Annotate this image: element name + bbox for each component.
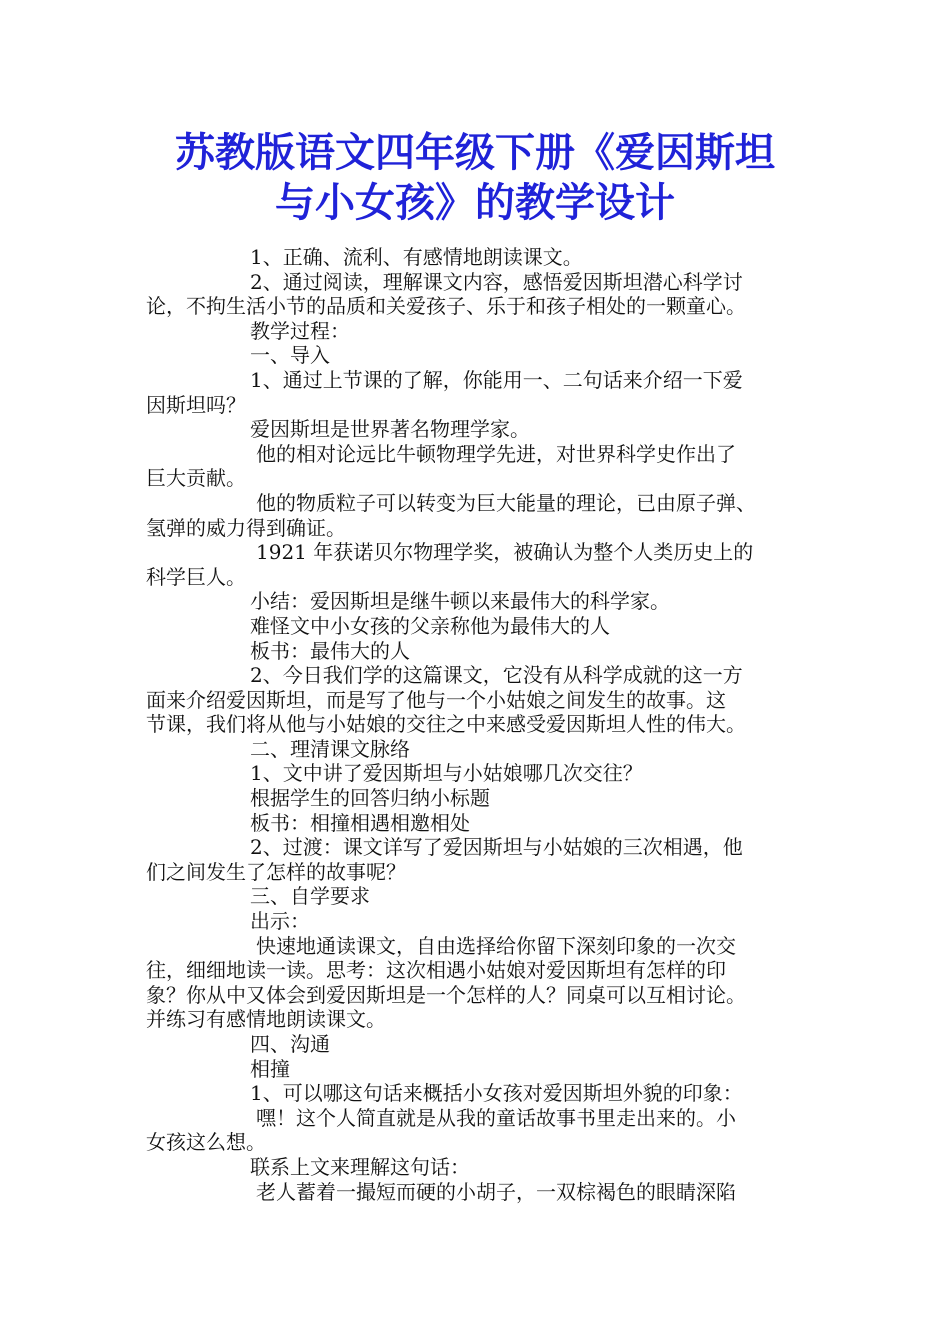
body-line: 1921 年获诺贝尔物理学奖，被确认为整个人类历史上的 — [256, 540, 754, 565]
body-line: 1、通过上节课的了解，你能用一、二句话来介绍一下爱 — [250, 367, 743, 392]
body-line: 爱因斯坦是世界著名物理学家。 — [250, 417, 530, 442]
document-title-line-1: 苏教版语文四年级下册《爱因斯坦 — [175, 129, 775, 176]
body-line: 1、正确、流利、有感情地朗读课文。 — [250, 245, 583, 269]
body-line: 2、今日我们学的这篇课文，它没有从科学成就的这一方 — [250, 663, 743, 688]
document-title-line-2: 与小女孩》的教学设计 — [275, 179, 675, 226]
body-line: 2、过渡：课文详写了爱因斯坦与小姑娘的三次相遇，他 — [250, 835, 743, 860]
body-line: 老人蓄着一撮短而硬的小胡子，一双棕褐色的眼睛深陷 — [256, 1179, 736, 1204]
body-line: 节课，我们将从他与小姑娘的交往之中来感受爱因斯坦人性的伟大。 — [146, 712, 746, 737]
body-line: 论，不拘生活小节的品质和关爱孩子、乐于和孩子相处的一颗童心。 — [146, 294, 746, 319]
body-line: 面来介绍爱因斯坦，而是写了他与一个小姑娘之间发生的故事。这 — [146, 687, 726, 712]
body-line: 1、可以哪这句话来概括小女孩对爱因斯坦外貌的印象： — [250, 1081, 743, 1106]
body-line: 根据学生的回答归纳小标题 — [250, 786, 490, 811]
body-line: 小结：爱因斯坦是继牛顿以来最伟大的科学家。 — [250, 589, 670, 614]
body-line: 三、自学要求 — [250, 884, 370, 909]
body-line: 嘿！这个人简直就是从我的童话故事书里走出来的。小 — [256, 1105, 736, 1130]
body-line: 他的物质粒子可以转变为巨大能量的理论，已由原子弹、 — [256, 490, 756, 515]
body-line: 科学巨人。 — [146, 564, 246, 589]
body-line: 女孩这么想。 — [146, 1130, 266, 1155]
body-line: 往，细细地读一读。思考：这次相遇小姑娘对爱因斯坦有怎样的印 — [146, 958, 726, 983]
body-line: 2、通过阅读，理解课文内容，感悟爱因斯坦潜心科学讨 — [250, 269, 743, 294]
body-line: 出示： — [250, 909, 310, 934]
body-line: 巨大贡献。 — [146, 466, 246, 491]
body-line: 氢弹的威力得到确证。 — [146, 515, 346, 540]
body-line: 并练习有感情地朗读课文。 — [146, 1007, 386, 1032]
body-line: 板书：相撞相遇相邀相处 — [250, 810, 470, 835]
body-line: 象？你从中又体会到爱因斯坦是一个怎样的人？同桌可以互相讨论。 — [146, 982, 746, 1007]
body-line: 教学过程： — [250, 318, 350, 343]
body-line: 他的相对论远比牛顿物理学先进，对世界科学史作出了 — [256, 441, 736, 466]
body-line: 相撞 — [250, 1056, 290, 1081]
body-line: 一、导入 — [250, 343, 330, 368]
body-line: 四、沟通 — [250, 1032, 330, 1056]
body-line: 们之间发生了怎样的故事呢？ — [146, 859, 406, 884]
document-body — [146, 245, 826, 1204]
body-line: 板书：最伟大的人 — [250, 638, 410, 663]
body-line: 1、文中讲了爱因斯坦与小姑娘哪几次交往？ — [250, 761, 643, 786]
body-line: 联系上文来理解这句话： — [250, 1154, 470, 1179]
body-line: 难怪文中小女孩的父亲称他为最伟大的人 — [250, 613, 610, 638]
body-line: 因斯坦吗？ — [146, 392, 246, 417]
body-line: 二、理清课文脉络 — [250, 736, 410, 761]
body-line: 快速地通读课文，自由选择给你留下深刻印象的一次交 — [256, 933, 736, 958]
